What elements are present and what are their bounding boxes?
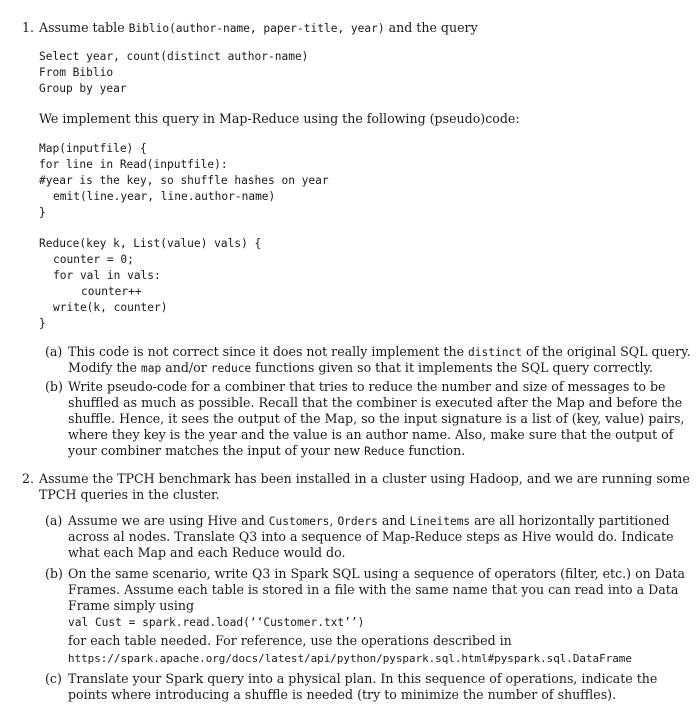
text: , bbox=[329, 513, 338, 528]
text: of the original SQL query. bbox=[521, 344, 691, 359]
reduce-code-line-2: counter = 0; bbox=[53, 253, 134, 266]
part-1a-label: (a) bbox=[45, 344, 63, 359]
text: function. bbox=[404, 443, 466, 458]
part-2a-line-2: across al nodes. Translate Q3 into a sequence of Map-Reduce steps as Hive would do. Indicate bbox=[68, 529, 674, 544]
question-2-intro-line-1: Assume the TPCH benchmark has been installed in a cluster using Hadoop, and we are running some bbox=[39, 471, 690, 486]
map-code-line-3: #year is the key, so shuffle hashes on year bbox=[39, 174, 329, 187]
sql-line-1: Select year, count(distinct author-name) bbox=[39, 50, 309, 63]
part-1b-line-5 bbox=[68, 443, 465, 460]
code: Reduce bbox=[364, 445, 405, 458]
part-2b-line-3: Frame simply using bbox=[68, 598, 195, 613]
part-1b-line-3: shuffle. Hence, it sees the output of the Map, so the input signature is a list of (key, value) pairs, bbox=[68, 411, 685, 426]
part-1a-line-1 bbox=[68, 344, 691, 361]
part-2b-reference-text: for each table needed. For reference, use the operations described in bbox=[68, 633, 512, 648]
text: functions given so that it implements the SQL query correctly. bbox=[251, 360, 653, 375]
code: Customers bbox=[268, 515, 330, 528]
map-code-line-1: Map(inputfile) { bbox=[39, 142, 147, 155]
text: Assume table bbox=[39, 20, 129, 35]
reduce-code-line-3: for val in vals: bbox=[53, 269, 161, 282]
code: map bbox=[140, 362, 162, 375]
part-2b-line-2: Frames. Assume each table is stored in a file with the same name that you can read into a Data bbox=[68, 582, 679, 597]
part-2c-label: (c) bbox=[45, 671, 62, 686]
text: This code is not correct since it does not really implement the bbox=[68, 344, 469, 359]
text: and bbox=[377, 513, 410, 528]
code: Lineitems bbox=[409, 515, 471, 528]
text: are all horizontally partitioned bbox=[470, 513, 670, 528]
part-2a-line-3: what each Map and each Reduce would do. bbox=[68, 545, 346, 560]
spark-docs-link[interactable]: https://spark.apache.org/docs/latest/api/python/pyspark.sql.html#pyspark.sql.DataFrame bbox=[68, 652, 632, 665]
part-2b-line-1: On the same scenario, write Q3 in Spark SQL using a sequence of operators (filter, etc.) on Data bbox=[68, 566, 685, 581]
text: and the query bbox=[384, 20, 478, 35]
part-1a-line-2 bbox=[68, 360, 653, 377]
reduce-code-line-5: write(k, counter) bbox=[53, 301, 168, 314]
implementation-text: We implement this query in Map-Reduce using the following (pseudo)code: bbox=[39, 111, 520, 126]
code: Biblio(author-name, paper-title, year) bbox=[128, 22, 385, 35]
question-1-number: 1. bbox=[22, 20, 35, 35]
sql-line-2: From Biblio bbox=[39, 66, 114, 79]
map-code-line-4: emit(line.year, line.author-name) bbox=[53, 190, 276, 203]
code: Orders bbox=[337, 515, 378, 528]
part-2a-label: (a) bbox=[45, 513, 63, 528]
part-1b-line-2: shuffled as much as possible. Recall that the combiner is executed after the Map and before the bbox=[68, 395, 683, 410]
code: reduce bbox=[210, 362, 252, 375]
part-2b-label: (b) bbox=[45, 566, 63, 581]
text: Assume we are using Hive and bbox=[68, 513, 269, 528]
question-1-intro bbox=[39, 20, 478, 37]
part-2a-line-1 bbox=[68, 513, 670, 530]
part-1b-label: (b) bbox=[45, 379, 63, 394]
reduce-code-line-4: counter++ bbox=[81, 285, 142, 298]
reduce-code-line-1: Reduce(key k, List(value) vals) { bbox=[39, 237, 262, 250]
part-1b-line-1: Write pseudo-code for a combiner that tries to reduce the number and size of messages to be bbox=[68, 379, 666, 394]
text: Modify the bbox=[68, 360, 141, 375]
question-2-intro-line-2: TPCH queries in the cluster. bbox=[39, 487, 220, 502]
map-code-line-5: } bbox=[39, 206, 46, 219]
text: your combiner matches the input of your new bbox=[68, 443, 365, 458]
part-2c-line-1: Translate your Spark query into a physical plan. In this sequence of operations, indicate the bbox=[68, 671, 658, 686]
code: distinct bbox=[468, 346, 522, 359]
text: and/or bbox=[161, 360, 211, 375]
part-1b-line-4: where they key is the year and the value is an author name. Also, make sure that the output of bbox=[68, 427, 674, 442]
part-2c-line-2: points where introducing a shuffle is needed (try to minimize the number of shuffles). bbox=[68, 687, 617, 702]
sql-line-3: Group by year bbox=[39, 82, 127, 95]
map-code-line-2: for line in Read(inputfile): bbox=[39, 158, 228, 171]
question-2-number: 2. bbox=[22, 471, 35, 486]
part-2b-code: val Cust = spark.read.load(‘‘Customer.txt’’) bbox=[68, 616, 365, 629]
reduce-code-line-6: } bbox=[39, 317, 46, 330]
